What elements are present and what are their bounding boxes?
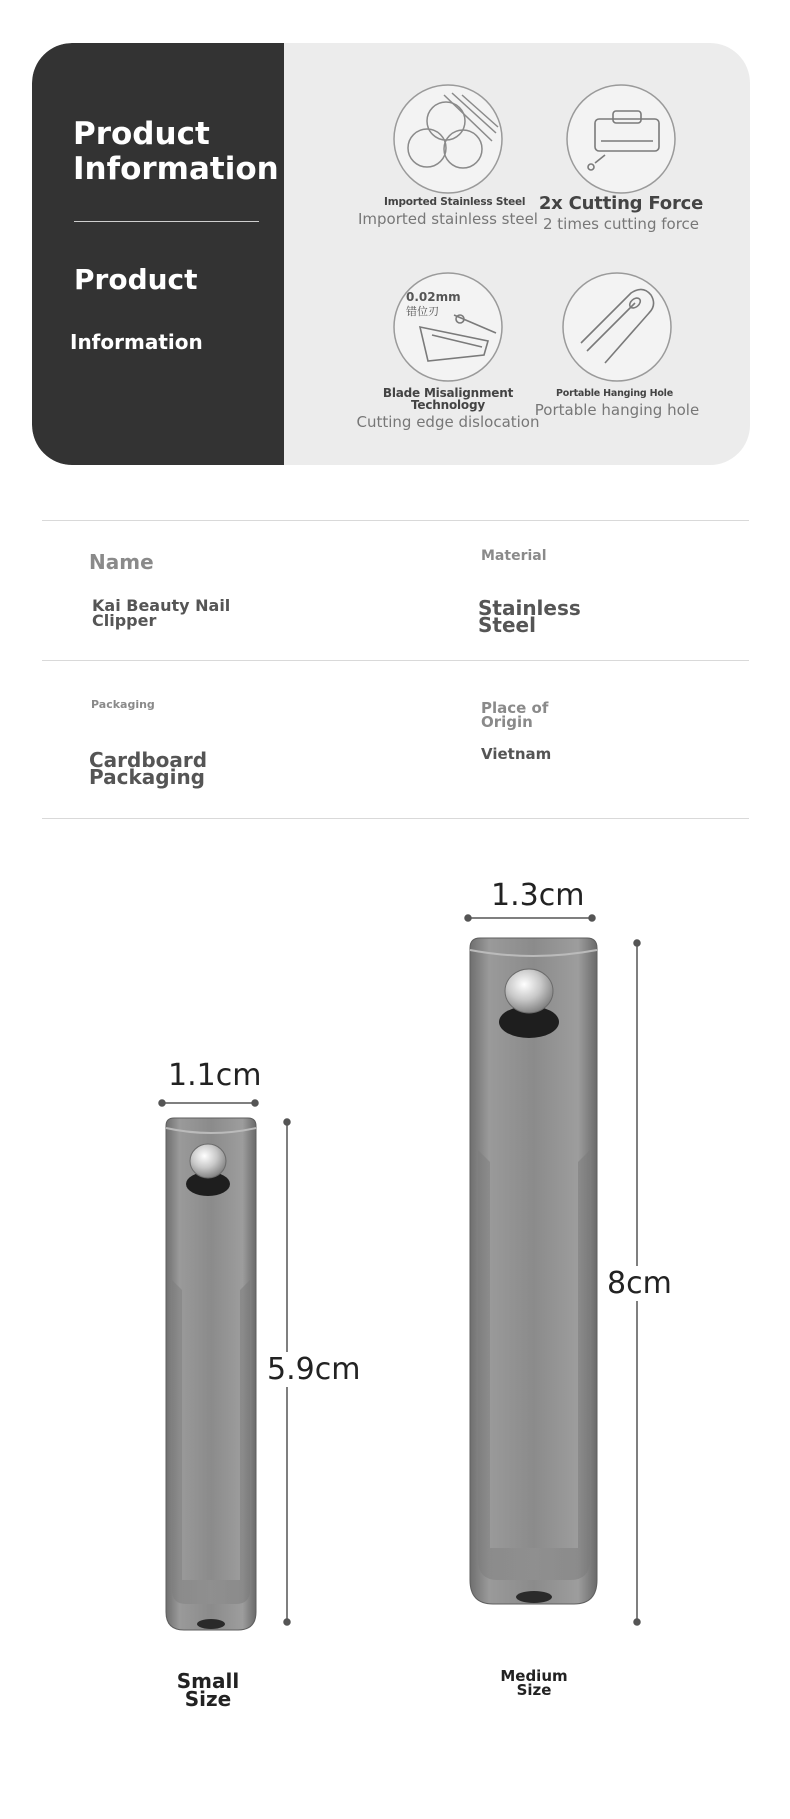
feature-title: Portable Hanging Hole <box>556 388 673 399</box>
spec-label-origin: Place of Origin <box>481 699 549 731</box>
callout-note: 错位刃 <box>406 305 439 318</box>
feature-subtitle: Portable hanging hole <box>534 400 700 419</box>
medium-width-label: 1.3cm <box>491 878 585 913</box>
spec-value-packaging: Cardboard Packaging <box>89 748 208 789</box>
callout-value: 0.02mm <box>406 290 461 304</box>
feature-subtitle: 2 times cutting force <box>542 215 700 233</box>
spec-value-name: Kai Beauty Nail Clipper <box>92 596 231 631</box>
feature-title: Blade Misalignment Technology <box>382 386 514 412</box>
small-width-label: 1.1cm <box>168 1058 262 1093</box>
spec-label-name: Name <box>89 550 154 574</box>
medium-length-label: 8cm <box>607 1266 672 1301</box>
feature-title: 2x Cutting Force <box>538 193 704 214</box>
spec-label-packaging: Packaging <box>91 698 155 711</box>
medium-size-label: Medium Size <box>500 1667 568 1699</box>
spec-label-material: Material <box>481 548 547 564</box>
spec-value-material: Stainless Steel <box>478 596 581 637</box>
feature-title: Imported Stainless Steel <box>384 196 526 208</box>
medium-clipper-image <box>470 938 597 1604</box>
info-subheading: Information <box>70 330 203 354</box>
feature-subtitle: Cutting edge dislocation <box>356 413 540 431</box>
small-size-label: Small Size <box>176 1669 240 1711</box>
small-length-label: 5.9cm <box>267 1352 361 1387</box>
info-heading: Product Information <box>73 116 279 187</box>
spec-value-origin: Vietnam <box>481 745 552 763</box>
feature-subtitle: Imported stainless steel <box>358 209 538 228</box>
info-heading-repeat: Product <box>74 263 198 296</box>
small-clipper-image <box>166 1118 256 1630</box>
